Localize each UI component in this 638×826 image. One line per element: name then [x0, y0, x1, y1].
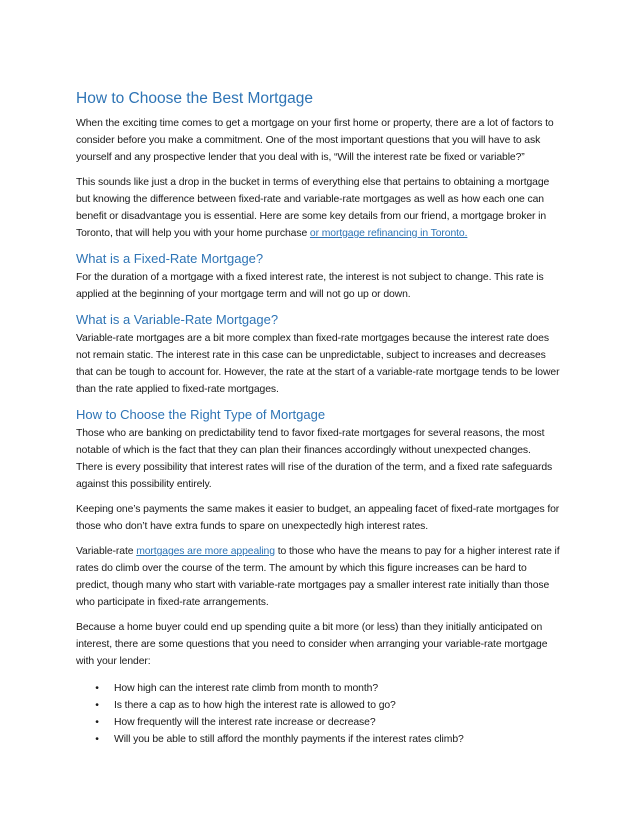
choose-paragraph-2: Keeping one’s payments the same makes it easier to budget, an appealing facet of fixed-rate mortgages for those who don’t have extra funds to spare on unexpectedly high interest rates.: [76, 504, 560, 532]
bullet-icon: •: [95, 717, 99, 728]
bullet-icon: •: [95, 683, 99, 694]
variable-rate-paragraph: Variable-rate mortgages are a bit more complex than fixed-rate mortgages because the interest rate does not remain static. The interest rate in this case can be unpredictable, subject to increases and decreases that can be tough to account for. However, the rate at the start of a variable-rate mortgage tends to be lower than the rate applied to fixed-rate mortgages.: [76, 333, 560, 395]
fixed-rate-heading: What is a Fixed-Rate Mortgage?: [76, 251, 264, 266]
list-item: • How high can the interest rate climb from month to month?: [92, 680, 560, 697]
list-item: • How frequently will the interest rate increase or decrease?: [92, 714, 560, 731]
intro-paragraph-1: When the exciting time comes to get a mortgage on your first home or property, there are a lot of factors to consider before you make a commitment. One of the most important questions that you will have to ask yourself and any prospective lender that you deal with is, “Will the interest rate be fixed or variable?”: [76, 118, 554, 163]
mortgage-refinancing-link[interactable]: or mortgage refinancing in Toronto.: [309, 228, 468, 239]
fixed-rate-paragraph: For the duration of a mortgage with a fixed interest rate, the interest is not subject to change. This rate is applied at the beginning of your mortgage term and will not go up or down.: [76, 272, 544, 300]
choose-paragraph-4: Because a home buyer could end up spending quite a bit more (or less) than they initially anticipated on interest, there are some questions that you need to consider when arranging your variable-rate mortgage with your lender:: [76, 622, 548, 667]
variable-rate-heading: What is a Variable-Rate Mortgage?: [76, 312, 279, 327]
choose-paragraph-3-end: to those who have the means to pay for a higher interest rate if rates do climb over the course of the term. The amount by which this figure increases can be hard to predict, though many who start with variable-rate mortgages pay a smaller interest rate initially than those who participate in fixed-rate arrangements.: [76, 546, 560, 608]
choose-paragraph-3-start: Variable-rate: [76, 546, 137, 557]
choose-paragraph-3: [76, 543, 560, 611]
list-item: • Will you be able to still afford the monthly payments if the interest rates climb?: [92, 731, 560, 748]
bullet-icon: •: [95, 700, 99, 711]
bullet-icon: •: [95, 734, 99, 745]
intro-paragraph-2: [76, 174, 560, 242]
choose-paragraph-1: Those who are banking on predictability tend to favor fixed-rate mortgages for several reasons, the most notable of which is the fact that they can plan their finances accordingly without unexpected changes. There is every possibility that interest rates will rise of the duration of the term, and a fixed rate safeguards against this possibility entirely.: [76, 428, 553, 490]
mortgages-appealing-link[interactable]: mortgages are more appealing: [136, 546, 275, 557]
list-item: • Is there a cap as to how high the interest rate is allowed to go?: [92, 697, 560, 714]
page-title: How to Choose the Best Mortgage: [76, 90, 313, 107]
choose-mortgage-heading: How to Choose the Right Type of Mortgage: [76, 407, 326, 422]
questions-list: [76, 680, 560, 748]
intro-paragraph-2-text: This sounds like just a drop in the bucket in terms of everything else that pertains to obtaining a mortgage but knowing the difference between fixed-rate and variable-rate mortgages as well as how each one can benefit or disadvantage you is essential. Here are some key details from our friend, a mortgage broker in Toronto, that will help you with your home purchase: [76, 177, 550, 239]
